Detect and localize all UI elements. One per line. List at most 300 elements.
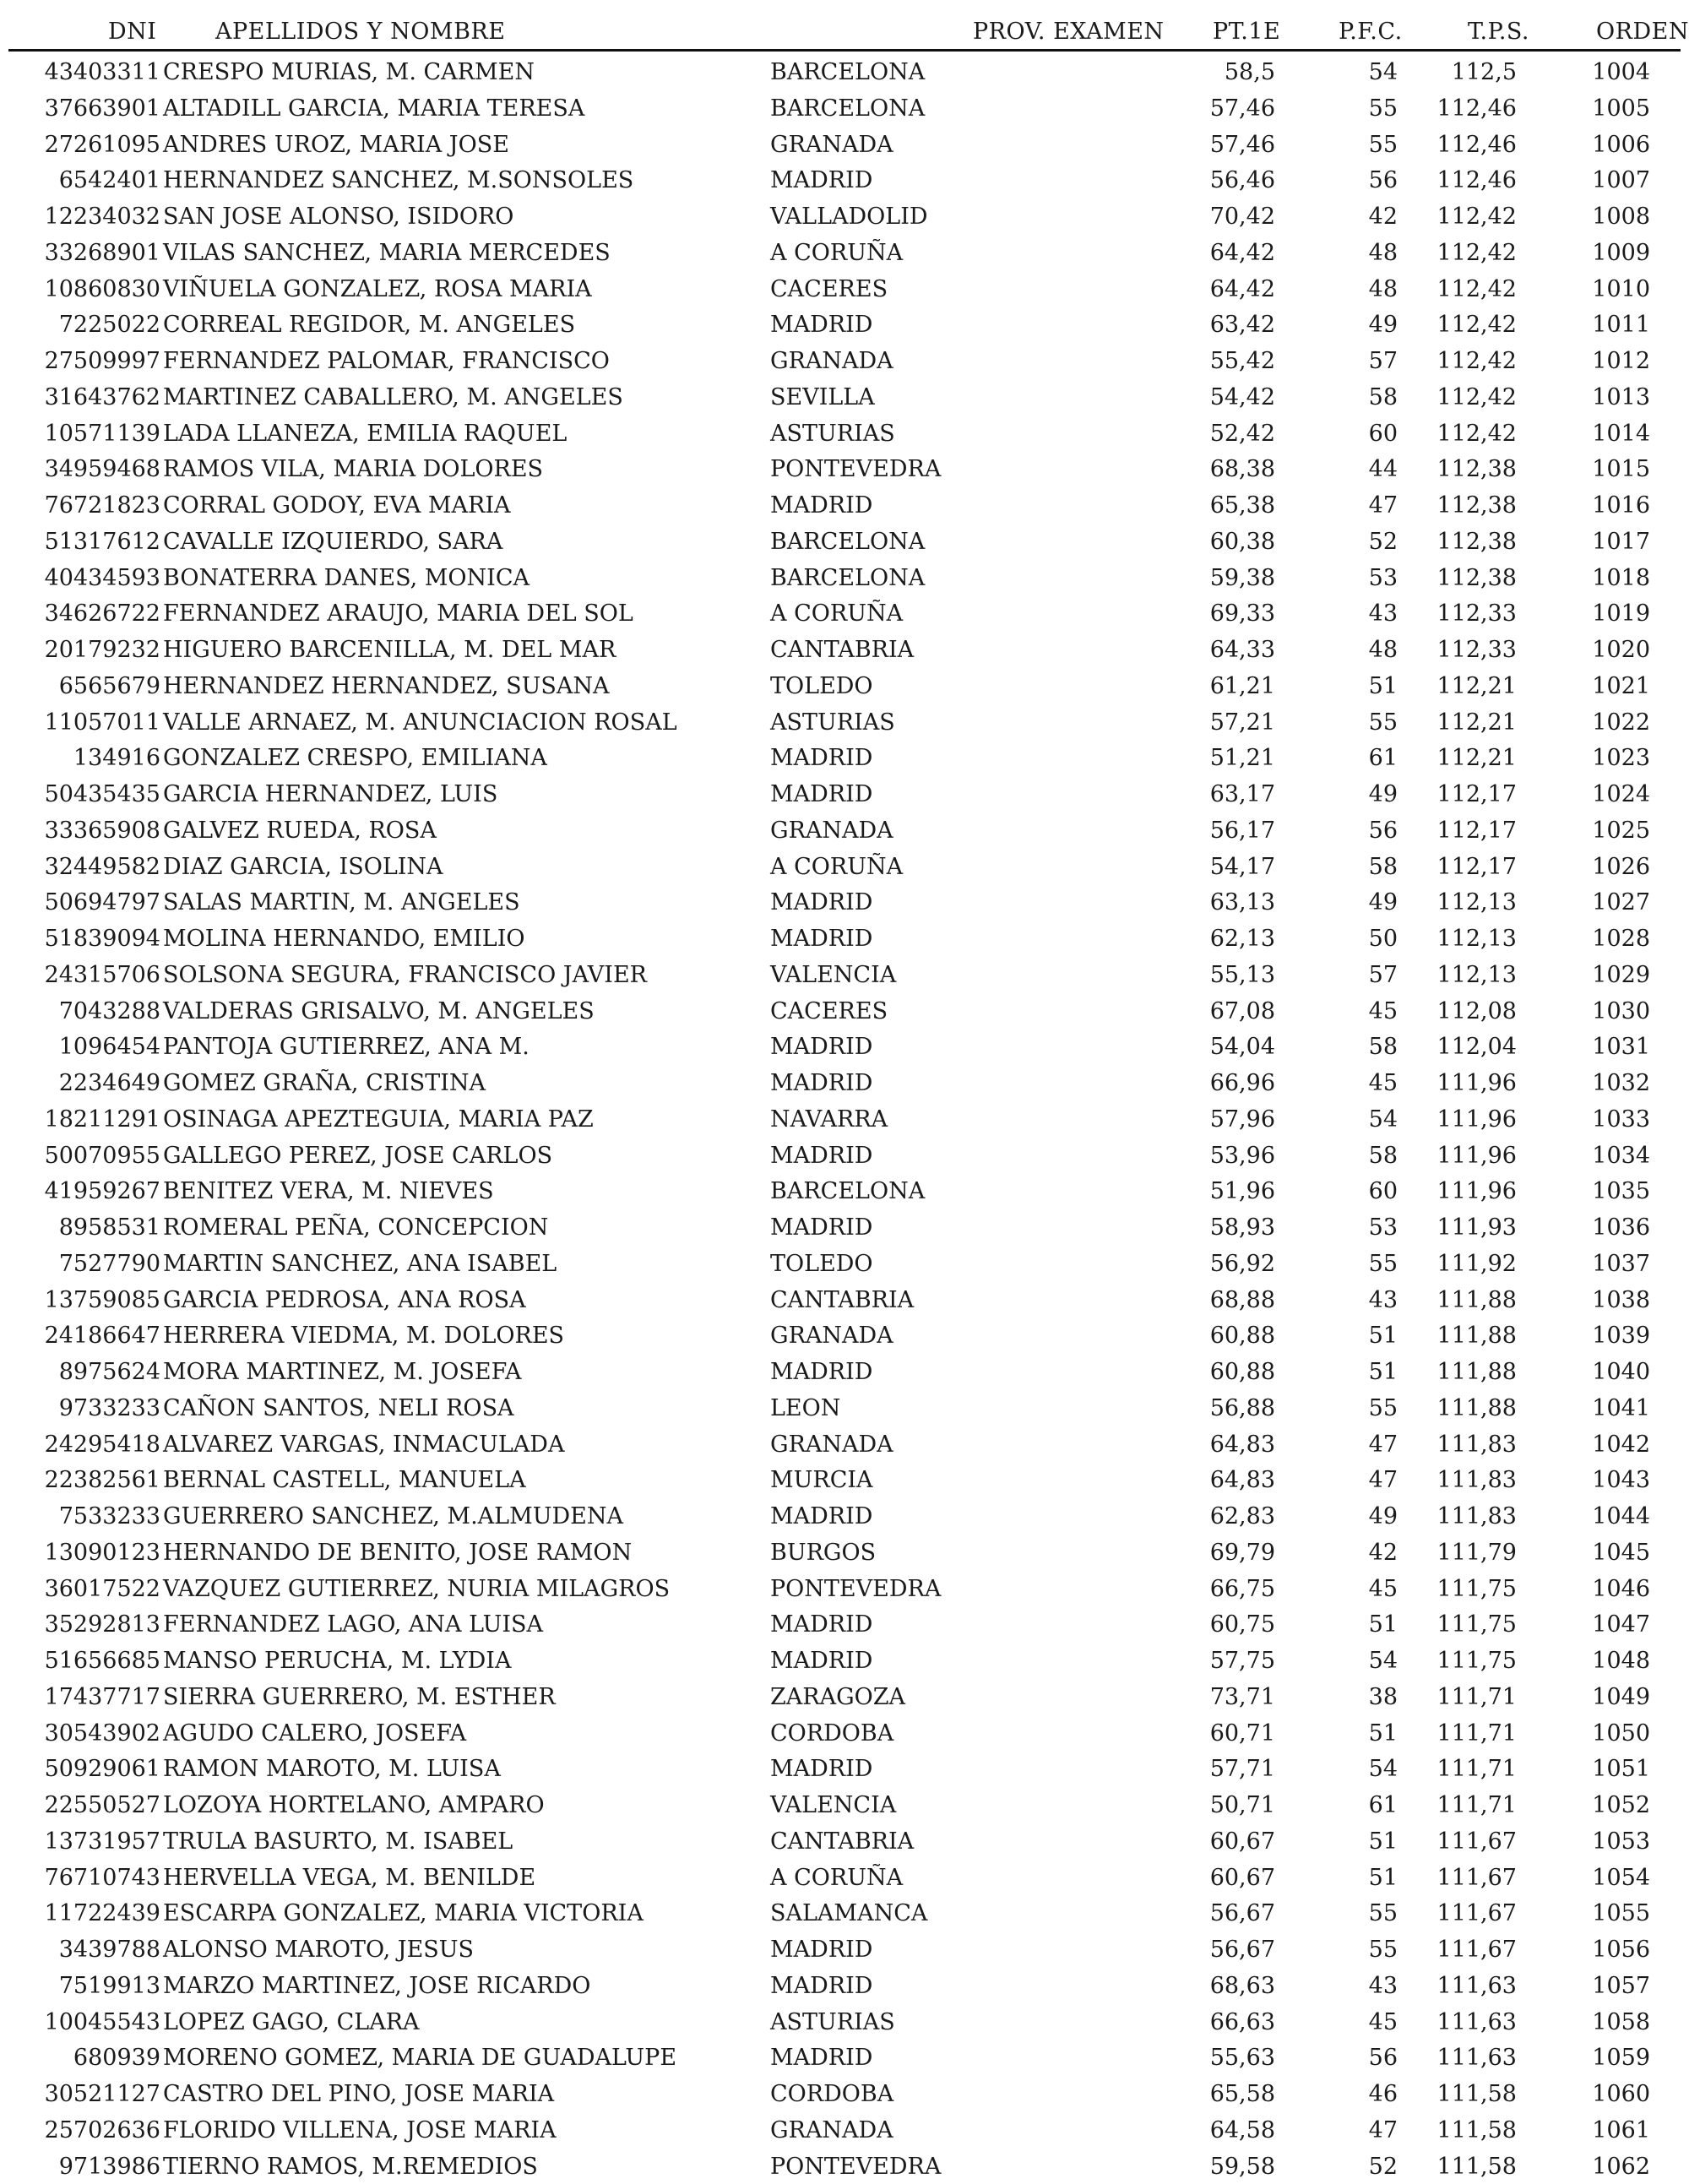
cell-nombre: MARTINEZ CABALLERO, M. ANGELES bbox=[163, 384, 623, 410]
cell-dni: 41959267 bbox=[45, 1178, 160, 1204]
cell-pt1e: 58,93 bbox=[1210, 1214, 1275, 1241]
cell-dni: 51317612 bbox=[45, 529, 160, 555]
cell-pfc: 54 bbox=[1369, 1756, 1398, 1782]
table-row bbox=[0, 416, 1689, 452]
cell-prov-examen: ASTURIAS bbox=[770, 421, 895, 447]
cell-dni: 27509997 bbox=[45, 348, 160, 374]
cell-pfc: 48 bbox=[1369, 240, 1398, 266]
cell-tps: 112,13 bbox=[1437, 926, 1517, 952]
table-row bbox=[0, 957, 1689, 993]
cell-orden: 1028 bbox=[1592, 926, 1650, 952]
table-row bbox=[0, 1535, 1689, 1571]
cell-pt1e: 64,42 bbox=[1210, 276, 1275, 302]
cell-pt1e: 67,08 bbox=[1210, 998, 1275, 1024]
cell-prov-examen: MADRID bbox=[770, 889, 872, 915]
cell-pfc: 51 bbox=[1369, 1720, 1398, 1747]
cell-dni: 33365908 bbox=[45, 818, 160, 844]
cell-pt1e: 60,88 bbox=[1210, 1323, 1275, 1349]
cell-dni: 10860830 bbox=[45, 276, 160, 302]
cell-tps: 111,63 bbox=[1437, 2045, 1517, 2071]
cell-nombre: ANDRES UROZ, MARIA JOSE bbox=[163, 132, 509, 158]
cell-nombre: CAVALLE IZQUIERDO, SARA bbox=[163, 529, 502, 555]
cell-pt1e: 55,63 bbox=[1210, 2045, 1275, 2071]
cell-pt1e: 52,42 bbox=[1210, 421, 1275, 447]
cell-pt1e: 60,71 bbox=[1210, 1720, 1275, 1747]
cell-nombre: CORREAL REGIDOR, M. ANGELES bbox=[163, 312, 575, 338]
cell-pfc: 56 bbox=[1369, 2045, 1398, 2071]
cell-prov-examen: CACERES bbox=[770, 998, 888, 1024]
cell-dni: 43403311 bbox=[45, 59, 160, 85]
cell-prov-examen: PONTEVEDRA bbox=[770, 1576, 941, 1602]
cell-tps: 112,42 bbox=[1437, 276, 1517, 302]
cell-tps: 112,38 bbox=[1437, 565, 1517, 591]
table-row bbox=[0, 1860, 1689, 1896]
cell-prov-examen: MADRID bbox=[770, 167, 872, 193]
cell-dni: 18211291 bbox=[45, 1106, 160, 1133]
cell-pt1e: 60,88 bbox=[1210, 1359, 1275, 1385]
cell-tps: 112,42 bbox=[1437, 204, 1517, 230]
cell-pfc: 45 bbox=[1369, 2009, 1398, 2035]
cell-prov-examen: CANTABRIA bbox=[770, 637, 914, 663]
cell-tps: 112,42 bbox=[1437, 240, 1517, 266]
cell-orden: 1056 bbox=[1592, 1937, 1650, 1963]
cell-prov-examen: CORDOBA bbox=[770, 1720, 893, 1747]
cell-orden: 1052 bbox=[1592, 1792, 1650, 1818]
header-prov-examen: PROV. EXAMEN bbox=[973, 19, 1165, 45]
cell-nombre: MOLINA HERNANDO, EMILIO bbox=[163, 926, 525, 952]
cell-pfc: 45 bbox=[1369, 1576, 1398, 1602]
cell-orden: 1012 bbox=[1592, 348, 1650, 374]
cell-prov-examen: GRANADA bbox=[770, 2117, 893, 2143]
cell-dni: 8975624 bbox=[59, 1359, 160, 1385]
cell-nombre: AGUDO CALERO, JOSEFA bbox=[163, 1720, 466, 1747]
cell-tps: 111,58 bbox=[1437, 2154, 1517, 2180]
cell-pt1e: 54,04 bbox=[1210, 1034, 1275, 1060]
cell-nombre: ESCARPA GONZALEZ, MARIA VICTORIA bbox=[163, 1900, 644, 1926]
cell-pt1e: 57,71 bbox=[1210, 1756, 1275, 1782]
cell-pt1e: 56,92 bbox=[1210, 1251, 1275, 1277]
cell-pfc: 44 bbox=[1369, 456, 1398, 482]
cell-prov-examen: MADRID bbox=[770, 1034, 872, 1060]
cell-prov-examen: GRANADA bbox=[770, 348, 893, 374]
cell-pfc: 52 bbox=[1369, 529, 1398, 555]
cell-orden: 1016 bbox=[1592, 492, 1650, 519]
header-pt1e: PT.1E bbox=[1213, 19, 1280, 45]
cell-tps: 111,93 bbox=[1437, 1214, 1517, 1241]
cell-pfc: 51 bbox=[1369, 1359, 1398, 1385]
cell-dni: 25702636 bbox=[45, 2117, 160, 2143]
cell-pfc: 54 bbox=[1369, 1648, 1398, 1674]
cell-prov-examen: PONTEVEDRA bbox=[770, 456, 941, 482]
cell-dni: 34626722 bbox=[45, 600, 160, 627]
cell-nombre: ROMERAL PEÑA, CONCEPCION bbox=[163, 1214, 548, 1241]
cell-pt1e: 57,21 bbox=[1210, 709, 1275, 736]
table-row bbox=[0, 271, 1689, 307]
cell-dni: 134916 bbox=[73, 745, 160, 771]
cell-nombre: HIGUERO BARCENILLA, M. DEL MAR bbox=[163, 637, 616, 663]
cell-tps: 111,96 bbox=[1437, 1070, 1517, 1096]
cell-orden: 1013 bbox=[1592, 384, 1650, 410]
cell-pt1e: 68,38 bbox=[1210, 456, 1275, 482]
cell-nombre: MORENO GOMEZ, MARIA DE GUADALUPE bbox=[163, 2045, 676, 2071]
cell-pt1e: 63,17 bbox=[1210, 781, 1275, 807]
cell-nombre: BENITEZ VERA, M. NIEVES bbox=[163, 1178, 494, 1204]
cell-dni: 1096454 bbox=[59, 1034, 160, 1060]
cell-orden: 1026 bbox=[1592, 854, 1650, 880]
cell-pfc: 61 bbox=[1369, 745, 1398, 771]
cell-tps: 111,83 bbox=[1437, 1432, 1517, 1458]
cell-tps: 112,17 bbox=[1437, 781, 1517, 807]
cell-dni: 30543902 bbox=[45, 1720, 160, 1747]
cell-pfc: 55 bbox=[1369, 709, 1398, 736]
cell-prov-examen: CANTABRIA bbox=[770, 1828, 914, 1855]
table-row bbox=[0, 90, 1689, 127]
table-row bbox=[0, 2004, 1689, 2040]
cell-nombre: GARCIA HERNANDEZ, LUIS bbox=[163, 781, 497, 807]
cell-pfc: 58 bbox=[1369, 854, 1398, 880]
cell-nombre: FERNANDEZ ARAUJO, MARIA DEL SOL bbox=[163, 600, 633, 627]
cell-orden: 1020 bbox=[1592, 637, 1650, 663]
cell-dni: 27261095 bbox=[45, 132, 160, 158]
cell-dni: 50694797 bbox=[45, 889, 160, 915]
cell-prov-examen: MADRID bbox=[770, 1143, 872, 1169]
cell-prov-examen: LEON bbox=[770, 1395, 840, 1421]
cell-dni: 10571139 bbox=[45, 421, 160, 447]
cell-prov-examen: MADRID bbox=[770, 1973, 872, 1999]
cell-prov-examen: MADRID bbox=[770, 781, 872, 807]
cell-dni: 20179232 bbox=[45, 637, 160, 663]
cell-tps: 112,17 bbox=[1437, 854, 1517, 880]
cell-prov-examen: A CORUÑA bbox=[770, 1865, 903, 1891]
cell-nombre: FERNANDEZ LAGO, ANA LUISA bbox=[163, 1611, 543, 1638]
cell-pfc: 51 bbox=[1369, 1323, 1398, 1349]
cell-tps: 111,67 bbox=[1437, 1900, 1517, 1926]
cell-dni: 11722439 bbox=[45, 1900, 160, 1926]
cell-orden: 1035 bbox=[1592, 1178, 1650, 1204]
cell-pt1e: 54,17 bbox=[1210, 854, 1275, 880]
cell-pt1e: 70,42 bbox=[1210, 204, 1275, 230]
cell-pfc: 49 bbox=[1369, 1503, 1398, 1529]
cell-tps: 112,17 bbox=[1437, 818, 1517, 844]
cell-prov-examen: MADRID bbox=[770, 492, 872, 519]
cell-dni: 22550527 bbox=[45, 1792, 160, 1818]
cell-orden: 1055 bbox=[1592, 1900, 1650, 1926]
table-row bbox=[0, 379, 1689, 416]
cell-pt1e: 61,21 bbox=[1210, 673, 1275, 699]
cell-pt1e: 51,21 bbox=[1210, 745, 1275, 771]
cell-tps: 111,71 bbox=[1437, 1720, 1517, 1747]
cell-pfc: 57 bbox=[1369, 348, 1398, 374]
cell-pt1e: 69,33 bbox=[1210, 600, 1275, 627]
cell-orden: 1030 bbox=[1592, 998, 1650, 1024]
cell-dni: 51839094 bbox=[45, 926, 160, 952]
cell-pt1e: 64,58 bbox=[1210, 2117, 1275, 2143]
cell-tps: 112,42 bbox=[1437, 312, 1517, 338]
cell-tps: 111,67 bbox=[1437, 1828, 1517, 1855]
cell-tps: 112,21 bbox=[1437, 673, 1517, 699]
cell-tps: 112,38 bbox=[1437, 456, 1517, 482]
cell-orden: 1046 bbox=[1592, 1576, 1650, 1602]
table-row bbox=[0, 2076, 1689, 2112]
cell-dni: 7225022 bbox=[59, 312, 160, 338]
cell-orden: 1004 bbox=[1592, 59, 1650, 85]
cell-tps: 111,63 bbox=[1437, 2009, 1517, 2035]
cell-pt1e: 66,63 bbox=[1210, 2009, 1275, 2035]
table-row bbox=[0, 1895, 1689, 1931]
table-row bbox=[0, 1787, 1689, 1823]
cell-prov-examen: BARCELONA bbox=[770, 1178, 925, 1204]
cell-dni: 36017522 bbox=[45, 1576, 160, 1602]
cell-dni: 3439788 bbox=[59, 1937, 160, 1963]
cell-orden: 1053 bbox=[1592, 1828, 1650, 1855]
cell-orden: 1061 bbox=[1592, 2117, 1650, 2143]
cell-orden: 1040 bbox=[1592, 1359, 1650, 1385]
cell-tps: 111,88 bbox=[1437, 1323, 1517, 1349]
cell-prov-examen: MADRID bbox=[770, 1611, 872, 1638]
cell-pt1e: 68,88 bbox=[1210, 1287, 1275, 1313]
cell-pfc: 58 bbox=[1369, 1143, 1398, 1169]
cell-orden: 1062 bbox=[1592, 2154, 1650, 2180]
cell-tps: 111,67 bbox=[1437, 1937, 1517, 1963]
header-divider bbox=[8, 49, 1681, 52]
table-row bbox=[0, 1606, 1689, 1643]
table-row bbox=[0, 54, 1689, 90]
cell-dni: 50435435 bbox=[45, 781, 160, 807]
table-row bbox=[0, 1751, 1689, 1787]
cell-tps: 111,88 bbox=[1437, 1359, 1517, 1385]
cell-dni: 11057011 bbox=[45, 709, 160, 736]
table-row bbox=[0, 307, 1689, 343]
cell-nombre: SALAS MARTIN, M. ANGELES bbox=[163, 889, 520, 915]
cell-dni: 8958531 bbox=[59, 1214, 160, 1241]
table-row bbox=[0, 1246, 1689, 1282]
table-row bbox=[0, 2112, 1689, 2149]
cell-nombre: HERVELLA VEGA, M. BENILDE bbox=[163, 1865, 535, 1891]
cell-pt1e: 57,75 bbox=[1210, 1648, 1275, 1674]
cell-orden: 1022 bbox=[1592, 709, 1650, 736]
cell-prov-examen: GRANADA bbox=[770, 818, 893, 844]
cell-dni: 17437717 bbox=[45, 1684, 160, 1710]
cell-tps: 111,96 bbox=[1437, 1106, 1517, 1133]
cell-prov-examen: MADRID bbox=[770, 2045, 872, 2071]
cell-dni: 32449582 bbox=[45, 854, 160, 880]
cell-tps: 112,42 bbox=[1437, 348, 1517, 374]
cell-prov-examen: MADRID bbox=[770, 926, 872, 952]
cell-prov-examen: ASTURIAS bbox=[770, 709, 895, 736]
cell-prov-examen: BARCELONA bbox=[770, 59, 925, 85]
cell-tps: 112,46 bbox=[1437, 167, 1517, 193]
cell-pt1e: 54,42 bbox=[1210, 384, 1275, 410]
cell-pfc: 48 bbox=[1369, 637, 1398, 663]
cell-nombre: DIAZ GARCIA, ISOLINA bbox=[163, 854, 443, 880]
cell-prov-examen: GRANADA bbox=[770, 132, 893, 158]
cell-nombre: PANTOJA GUTIERREZ, ANA M. bbox=[163, 1034, 530, 1060]
cell-dni: 37663901 bbox=[45, 95, 160, 122]
cell-nombre: LADA LLANEZA, EMILIA RAQUEL bbox=[163, 421, 567, 447]
cell-nombre: VAZQUEZ GUTIERREZ, NURIA MILAGROS bbox=[163, 1576, 670, 1602]
cell-nombre: RAMON MAROTO, M. LUISA bbox=[163, 1756, 501, 1782]
cell-tps: 111,96 bbox=[1437, 1143, 1517, 1169]
cell-pt1e: 69,79 bbox=[1210, 1540, 1275, 1566]
table-row bbox=[0, 2040, 1689, 2076]
cell-orden: 1042 bbox=[1592, 1432, 1650, 1458]
cell-tps: 112,46 bbox=[1437, 132, 1517, 158]
table-row bbox=[0, 451, 1689, 487]
cell-tps: 111,75 bbox=[1437, 1648, 1517, 1674]
cell-pt1e: 66,75 bbox=[1210, 1576, 1275, 1602]
cell-dni: 12234032 bbox=[45, 204, 160, 230]
cell-dni: 24186647 bbox=[45, 1323, 160, 1349]
cell-pt1e: 59,38 bbox=[1210, 565, 1275, 591]
cell-dni: 9733233 bbox=[59, 1395, 160, 1421]
cell-tps: 112,08 bbox=[1437, 998, 1517, 1024]
table-row bbox=[0, 1390, 1689, 1426]
table-row bbox=[0, 595, 1689, 632]
cell-prov-examen: VALENCIA bbox=[770, 1792, 896, 1818]
cell-tps: 111,58 bbox=[1437, 2117, 1517, 2143]
cell-pt1e: 62,83 bbox=[1210, 1503, 1275, 1529]
cell-orden: 1038 bbox=[1592, 1287, 1650, 1313]
cell-pt1e: 64,42 bbox=[1210, 240, 1275, 266]
cell-pfc: 60 bbox=[1369, 421, 1398, 447]
table-row bbox=[0, 704, 1689, 741]
table-row bbox=[0, 884, 1689, 921]
cell-prov-examen: TOLEDO bbox=[770, 1251, 873, 1277]
cell-pfc: 43 bbox=[1369, 1973, 1398, 1999]
cell-pt1e: 60,75 bbox=[1210, 1611, 1275, 1638]
cell-pfc: 45 bbox=[1369, 998, 1398, 1024]
cell-orden: 1010 bbox=[1592, 276, 1650, 302]
cell-dni: 10045543 bbox=[45, 2009, 160, 2035]
table-row bbox=[0, 1643, 1689, 1679]
cell-pfc: 58 bbox=[1369, 1034, 1398, 1060]
cell-pfc: 49 bbox=[1369, 889, 1398, 915]
header-nombre: APELLIDOS Y NOMBRE bbox=[215, 19, 505, 45]
cell-pt1e: 65,58 bbox=[1210, 2081, 1275, 2107]
cell-dni: 13759085 bbox=[45, 1287, 160, 1313]
cell-pfc: 46 bbox=[1369, 2081, 1398, 2107]
cell-pfc: 56 bbox=[1369, 167, 1398, 193]
cell-dni: 6542401 bbox=[59, 167, 160, 193]
cell-tps: 112,13 bbox=[1437, 962, 1517, 988]
cell-nombre: SOLSONA SEGURA, FRANCISCO JAVIER bbox=[163, 962, 647, 988]
cell-orden: 1018 bbox=[1592, 565, 1650, 591]
cell-prov-examen: MADRID bbox=[770, 1648, 872, 1674]
table-row bbox=[0, 343, 1689, 379]
cell-dni: 33268901 bbox=[45, 240, 160, 266]
cell-prov-examen: MADRID bbox=[770, 1503, 872, 1529]
table-row bbox=[0, 198, 1689, 235]
cell-orden: 1019 bbox=[1592, 600, 1650, 627]
cell-pt1e: 68,63 bbox=[1210, 1973, 1275, 1999]
cell-nombre: ALONSO MAROTO, JESUS bbox=[163, 1937, 474, 1963]
cell-orden: 1060 bbox=[1592, 2081, 1650, 2107]
cell-orden: 1051 bbox=[1592, 1756, 1650, 1782]
cell-pt1e: 64,33 bbox=[1210, 637, 1275, 663]
cell-pt1e: 55,42 bbox=[1210, 348, 1275, 374]
cell-pt1e: 57,46 bbox=[1210, 95, 1275, 122]
cell-orden: 1036 bbox=[1592, 1214, 1650, 1241]
table-row bbox=[0, 993, 1689, 1030]
cell-pt1e: 56,67 bbox=[1210, 1900, 1275, 1926]
cell-prov-examen: GRANADA bbox=[770, 1432, 893, 1458]
cell-prov-examen: VALENCIA bbox=[770, 962, 896, 988]
cell-tps: 111,63 bbox=[1437, 1973, 1517, 1999]
cell-dni: 22382561 bbox=[45, 1467, 160, 1493]
cell-orden: 1029 bbox=[1592, 962, 1650, 988]
cell-pt1e: 66,96 bbox=[1210, 1070, 1275, 1096]
cell-tps: 111,75 bbox=[1437, 1611, 1517, 1638]
cell-pt1e: 56,17 bbox=[1210, 818, 1275, 844]
cell-prov-examen: SALAMANCA bbox=[770, 1900, 927, 1926]
cell-tps: 112,33 bbox=[1437, 600, 1517, 627]
cell-tps: 112,42 bbox=[1437, 384, 1517, 410]
cell-pfc: 55 bbox=[1369, 95, 1398, 122]
cell-pt1e: 60,67 bbox=[1210, 1828, 1275, 1855]
cell-nombre: FLORIDO VILLENA, JOSE MARIA bbox=[163, 2117, 557, 2143]
cell-pfc: 53 bbox=[1369, 565, 1398, 591]
cell-nombre: SAN JOSE ALONSO, ISIDORO bbox=[163, 204, 513, 230]
cell-nombre: TIERNO RAMOS, M.REMEDIOS bbox=[163, 2154, 538, 2180]
cell-nombre: SIERRA GUERRERO, M. ESTHER bbox=[163, 1684, 556, 1710]
cell-pfc: 49 bbox=[1369, 781, 1398, 807]
cell-prov-examen: MADRID bbox=[770, 1937, 872, 1963]
cell-tps: 112,42 bbox=[1437, 421, 1517, 447]
cell-nombre: GARCIA PEDROSA, ANA ROSA bbox=[163, 1287, 526, 1313]
cell-prov-examen: BARCELONA bbox=[770, 565, 925, 591]
table-header bbox=[0, 15, 1689, 49]
cell-tps: 112,33 bbox=[1437, 637, 1517, 663]
cell-pfc: 55 bbox=[1369, 132, 1398, 158]
cell-orden: 1045 bbox=[1592, 1540, 1650, 1566]
cell-pfc: 45 bbox=[1369, 1070, 1398, 1096]
table-row bbox=[0, 1462, 1689, 1498]
cell-orden: 1048 bbox=[1592, 1648, 1650, 1674]
cell-prov-examen: A CORUÑA bbox=[770, 600, 903, 627]
table-row bbox=[0, 1715, 1689, 1752]
cell-dni: 31643762 bbox=[45, 384, 160, 410]
cell-pfc: 54 bbox=[1369, 1106, 1398, 1133]
cell-pfc: 53 bbox=[1369, 1214, 1398, 1241]
cell-pfc: 60 bbox=[1369, 1178, 1398, 1204]
table-row bbox=[0, 487, 1689, 524]
cell-pfc: 42 bbox=[1369, 1540, 1398, 1566]
cell-dni: 7527790 bbox=[59, 1251, 160, 1277]
cell-dni: 24295418 bbox=[45, 1432, 160, 1458]
cell-pfc: 55 bbox=[1369, 1395, 1398, 1421]
cell-pfc: 51 bbox=[1369, 1611, 1398, 1638]
cell-tps: 112,38 bbox=[1437, 529, 1517, 555]
cell-orden: 1017 bbox=[1592, 529, 1650, 555]
cell-tps: 111,79 bbox=[1437, 1540, 1517, 1566]
cell-prov-examen: CACERES bbox=[770, 276, 888, 302]
cell-nombre: BERNAL CASTELL, MANUELA bbox=[163, 1467, 526, 1493]
cell-nombre: GUERRERO SANCHEZ, M.ALMUDENA bbox=[163, 1503, 623, 1529]
cell-orden: 1014 bbox=[1592, 421, 1650, 447]
cell-tps: 112,46 bbox=[1437, 95, 1517, 122]
cell-orden: 1043 bbox=[1592, 1467, 1650, 1493]
cell-tps: 112,21 bbox=[1437, 745, 1517, 771]
cell-prov-examen: BURGOS bbox=[770, 1540, 876, 1566]
cell-prov-examen: CANTABRIA bbox=[770, 1287, 914, 1313]
cell-dni: 35292813 bbox=[45, 1611, 160, 1638]
cell-pfc: 57 bbox=[1369, 962, 1398, 988]
cell-pt1e: 63,13 bbox=[1210, 889, 1275, 915]
table-row bbox=[0, 1354, 1689, 1390]
cell-dni: 7519913 bbox=[59, 1973, 160, 1999]
cell-nombre: VIÑUELA GONZALEZ, ROSA MARIA bbox=[163, 276, 592, 302]
cell-orden: 1006 bbox=[1592, 132, 1650, 158]
